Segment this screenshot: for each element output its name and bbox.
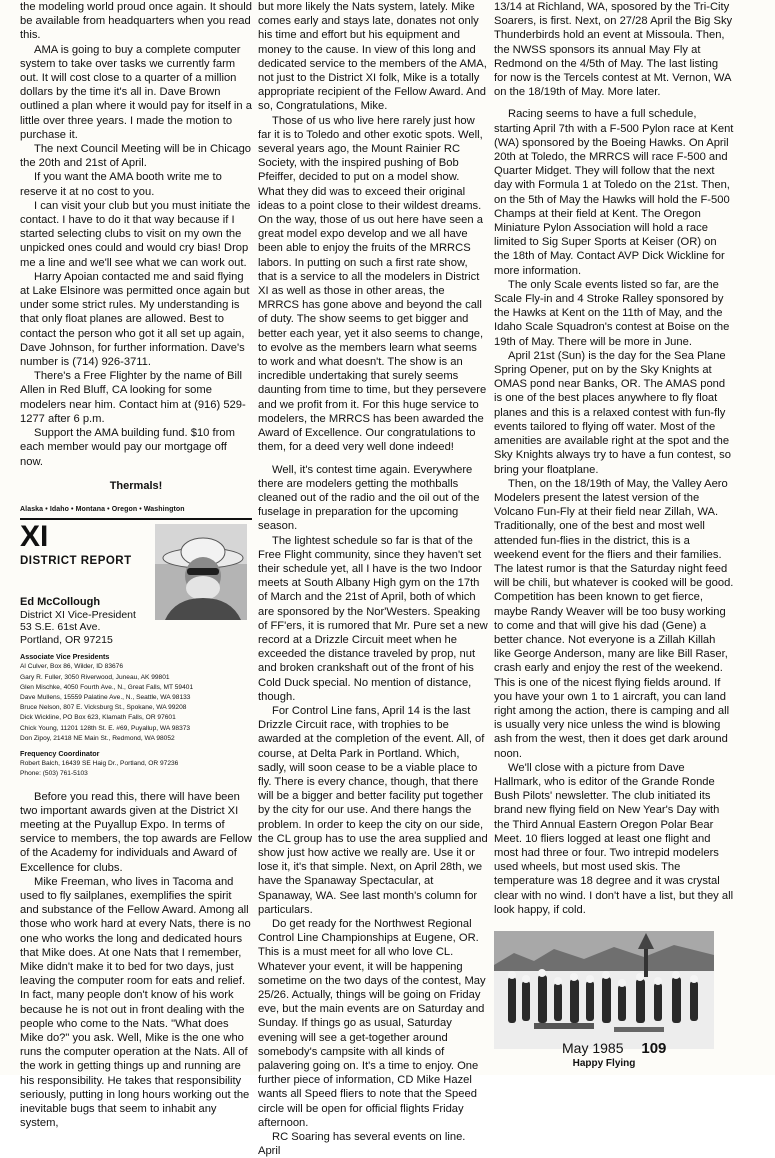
assoc-entry: Gary R. Fuller, 3050 Riverwood, Juneau, AK 99801 (20, 673, 170, 681)
paragraph: There's a Free Flighter by the name of Bill Allen in Red Bluff, CA looking for some modelers near him. Contact him at (916) 529-1277 after 6 p.m. (20, 370, 246, 425)
address-line: Portland, OR 97215 (20, 633, 113, 646)
paragraph: If you want the AMA booth write me to reserve it at no cost to you. (20, 171, 222, 198)
freq-phone: Phone: (503) 761-5103 (20, 770, 88, 778)
district-header (20, 522, 252, 622)
assoc-entry: Al Culver, Box 86, Wilder, ID 83676 (20, 663, 123, 671)
district-number: XI (20, 520, 49, 554)
address-line: 53 S.E. 61st Ave. (20, 621, 101, 634)
paragraph: Do get ready for the Northwest Regional Control Line Championships at Eugene, OR. This is a must meet for all who love CL. Whatever your event, it will be happening sometime on the two days of the contest, May 25/26. Actually, things will be going on Friday eve, but the main events are on Saturday and Sunday. If things go as usual, Saturday evening will see a get-together around somebody's campsite with all kinds of palavering going on. It's a time to enjoy. One further piece of information, CD Mike Hazel wants all Speed fliers to note that the Speed circle will be open for official flights Friday afternoon. (258, 918, 486, 1129)
spacer (494, 99, 734, 107)
paragraph: I can visit your club but you must initiate the contact. I have to do it that way because if I started selecting clubs to visit on my own the unpicked ones could and would cry bias! Drop me a line and we'll see what we can work out. (20, 199, 251, 269)
paragraph: Racing seems to have a full schedule, starting April 7th with a F-500 Pylon race at Kent (WA) sponsored by the Boeing Hawks. On April 20th at Toledo, the MRRCS will race F-500 and Quarter Midget. They will follow that the next day with Formula 1 at Toledo on the 21st. Then, on the 5th of May the Hawks will hold the F-500 Champs at their field at Kent. The Oregon Miniature Pylon Association will hold a race limited to Sig Super Sports at Keiser (OR) on the 18th of May. Contact AVP Dick Wickline for more information. (494, 108, 734, 277)
assoc-entry: Dick Wickline, PO Box 623, Klamath Falls, OR 97601 (20, 714, 176, 722)
divider (20, 518, 252, 520)
paragraph: Support the AMA building fund. $10 from each member would pay our mortgage off now. (20, 427, 235, 468)
paragraph: Harry Apoian contacted me and said flying at Lake Elsinore was permitted once again but under some strict rules. My understanding is that only float planes are allowed. Best to contact the person who got it all set up again, Dave Johnson, for further information. Dave's number is (714) 926-3711. (20, 270, 250, 369)
spacer (258, 455, 488, 463)
paragraph: Before you read this, there will have been two important awards given at the District XI meeting at the Puyallup Expo. In terms of service to members, the top awards are Fellow of the Academy for individuals and Award of Excellence for clubs. (20, 790, 252, 874)
column-2 (258, 0, 488, 1158)
sign-off: Thermals! (109, 479, 163, 492)
paragraph: Well, it's contest time again. Everywhere there are modelers getting the mothballs cleaned out of the radio and the oil out of the fuselage in preparation for the upcoming season. (258, 463, 480, 533)
paragraph: but more likely the Nats system, lately. Mike comes early and stays late, donates not only his time and effort but his equipment and money to the cause. In view of this long and dedicated service to the members of the AMA, not just to the District XI folk, Mike is a totally appropriate recipient of the Fellow Award. And so, Congratulations, Mike. (258, 1, 487, 113)
paragraph: AMA is going to buy a complete computer system to take over tasks we currently farm out. It will cost close to a quarter of a million dollars by the time it's all in. Dave Brown outlined a plan where it would pay for itself in a little over three years. I made the motion to purchase it. (20, 43, 252, 141)
assoc-heading: Associate Vice Presidents (20, 652, 110, 662)
associate-vice-presidents (20, 652, 252, 744)
assoc-entry: Dave Mullens, 15559 Palatine Ave., N., Seattle, WA 98133 (20, 693, 191, 701)
paragraph: the modeling world proud once again. It should be available from headquarters when you read this. (20, 1, 252, 42)
freq-entry: Robert Balch, 16439 SE Haig Dr., Portland, OR 97236 (20, 760, 179, 768)
freq-heading: Frequency Coordinator (20, 748, 100, 758)
vice-president-name: Ed McCollough (20, 596, 101, 609)
page-footer (562, 1040, 666, 1057)
page-number: 109 (641, 1040, 667, 1057)
paragraph: April 21st (Sun) is the day for the Sea Plane Spring Opener, put on by the Sky Knights at OMAS pond near Banks, OR. The AMAS pond is one of the best places anywhere to fly float planes and this is a relaxed contest with fun-fly events tailored to flying off water. Most of the amenities are available right at the spot and the Sky Knights always try to have a fun contest, so bring your floatplane. (494, 349, 731, 476)
vice-president-photo (155, 524, 247, 620)
paragraph: The next Council Meeting will be in Chicago the 20th and 21st of April. (20, 143, 252, 170)
portrait-image (155, 524, 247, 620)
vice-president-title: District XI Vice-President (20, 608, 136, 621)
district-report-title: DISTRICT REPORT (20, 555, 132, 568)
paragraph: The lightest schedule so far is that of the Free Flight community, since they haven't set their schedule yet, all I have is the two Indoor meets at South Albany High gym on the 17th of March and the 21st of April, both of which are sponsored by the Nor'Westers. Speaking of FF'ers, it is rumored that Mr. Pure set a new record at a Drizzle Circuit meet when he exceeded the distance traveled by prop, nut and broken crankshaft out of the front of his Cold Duck special. No mention of distance, though. (258, 534, 488, 703)
paragraph: We'll close with a picture from Dave Hallmark, who is editor of the Grande Ronde Bush Pilots' newsletter. The club initiated its brand new flying field on New Year's Day with the Third Annual Eastern Oregon Polar Bear Meet. 10 fliers logged at least one flight and most had three or four. Two intrepid modelers used wheels, but most used skis. The temperature was 18 degree and it was crystal clear with no wind. I don't have a list, but they all look happy, if cold. (494, 761, 734, 916)
paragraph: Mike Freeman, who lives in Tacoma and used to fly sailplanes, exemplifies the spirit and substance of the Fellow Award. Among all those who work hard at every Nats, there is no one who works the long and dedicated hours that Mike does. At one Nats that I remember, Mike didn't make it to bed for two days, just leaving the computer room for eats and relief. In fact, many people don't know of his work because he is not out in front dealing with the people who come to the Nats. "What does Mike do?" you ask. Well, Mike is the one who runs the computer operation at the Nats. All of the work in getting things up and running are his responsibility. He takes that responsibility seriously, putting in long hours working out the inevitable bugs that seem to inhabit any system, (20, 875, 251, 1130)
column-1 (20, 0, 252, 1130)
assoc-entry: Chick Young, 11201 128th St. E. #69, Puyallup, WA 98373 (20, 724, 191, 732)
paragraph: The only Scale events listed so far, are the Scale Fly-in and 4 Stroke Ralley sponsored by the Hawks at Kent on the 11th of May, and the Idaho Scale Squadron's contest at Boise on the 19th of May. There will be more in June. (494, 278, 730, 348)
column-3 (494, 0, 734, 1071)
district-states: Alaska • Idaho • Montana • Oregon • Washington (20, 505, 185, 513)
assoc-entry: Don Zipoy, 21418 NE Main St., Redmond, WA 98052 (20, 734, 175, 742)
issue-date: May 1985 (562, 1040, 624, 1056)
assoc-entry: Glen Mischke, 4050 Fourth Ave., N., Great Falls, MT 59401 (20, 683, 194, 691)
paragraph: Those of us who live here rarely just how far it is to Toledo and other exotic spots. Well, several years ago, the Mount Rainier RC Society, with the inspired pushing of Bob Pfeiffer, decided to put on a model show. What they did was to exceed their original ideas to a point close to their wildest dreams. On the way, those of us out here have seen a great model expo develop and we all have been able to enjoy the fruits of the MRRCS labors. In putting on such a first rate show, that is a service to all the modelers in District XI as well as those in other areas, the MRRCS has gone above and beyond the call of duty. The show seems to get bigger and better each year, yet it also seems to change, to evolve as the members learn what seems to work and what doesn't. The show is an incredible undertaking that surely seems daunting from time to time, but they persevere and we profit from it. For this huge service to modelers, the MRRCS has been awarded the Award of Excellence. Our congratulations to them, for a deed very well done indeed! (258, 114, 487, 454)
paragraph: Then, on the 18/19th of May, the Valley Aero Modelers present the latest version of the Volcano Fun-Fly at their field near Zillah, WA. Traditionally, one of the best and most well attended fun-flies in the district, this is a weekend event for the fliers and their families. The latest rumor is that the Saturday night feed will be chili, but whatever is cooked will be good. Competition has been known to get fierce, maybe Randy Weaver will be too busy working to come and that will give his dad (Gene) a better chance. Not everyone is a Zillah Killah like George Anderson, many are like Bill Raser, crash early and enjoy the rest of the weekend. This is one of the nicest flying fields around. If you have your own 1 to 1 aircraft, you can land right among the action, there is camping and all is usually very nice unless the wind is blowing ash from the west, then it does get dark around noon. (494, 477, 734, 760)
paragraph: RC Soaring has several events on line. April (258, 1131, 466, 1158)
group-photo (494, 931, 714, 1049)
assoc-entry: Bruce Nelson, 807 E. Vicksburg St., Spokane, WA 99208 (20, 704, 187, 712)
paragraph: For Control Line fans, April 14 is the last Drizzle Circuit race, with trophies to be awarded at the completion of the event. All, of course, at Delta Park in Portland. Which, sadly, will soon cease to be a viable place to fly. There is every chance, though, that there will be a bigger and better facility put together by the city for our use. And there hangs the problem. In order to keep the city on our side, the CL group has to use the area supplied and show just how active we really are. Use it or lose it, it's that simple. Next, on April 28th, we have the Spanaway Spectacular, at Spanaway, WA. See last month's column for particulars. (258, 704, 488, 916)
group-photo-image (494, 931, 714, 1049)
frequency-coordinator (20, 749, 252, 780)
paragraph: 13/14 at Richland, WA, sposored by the Tri-City Soarers, is first. Next, on 27/28 April the Big Sky Thunderbirds hold an event at Missoula. Then, the NWSS sponsors its annual May Fly at Redmond on the 4/5th of May. The last listing for now is the Tercels contest at Mt. Vernon, WA on the 18/19th of May. More later. (494, 1, 733, 99)
photo-caption: Happy Flying (572, 1058, 636, 1069)
